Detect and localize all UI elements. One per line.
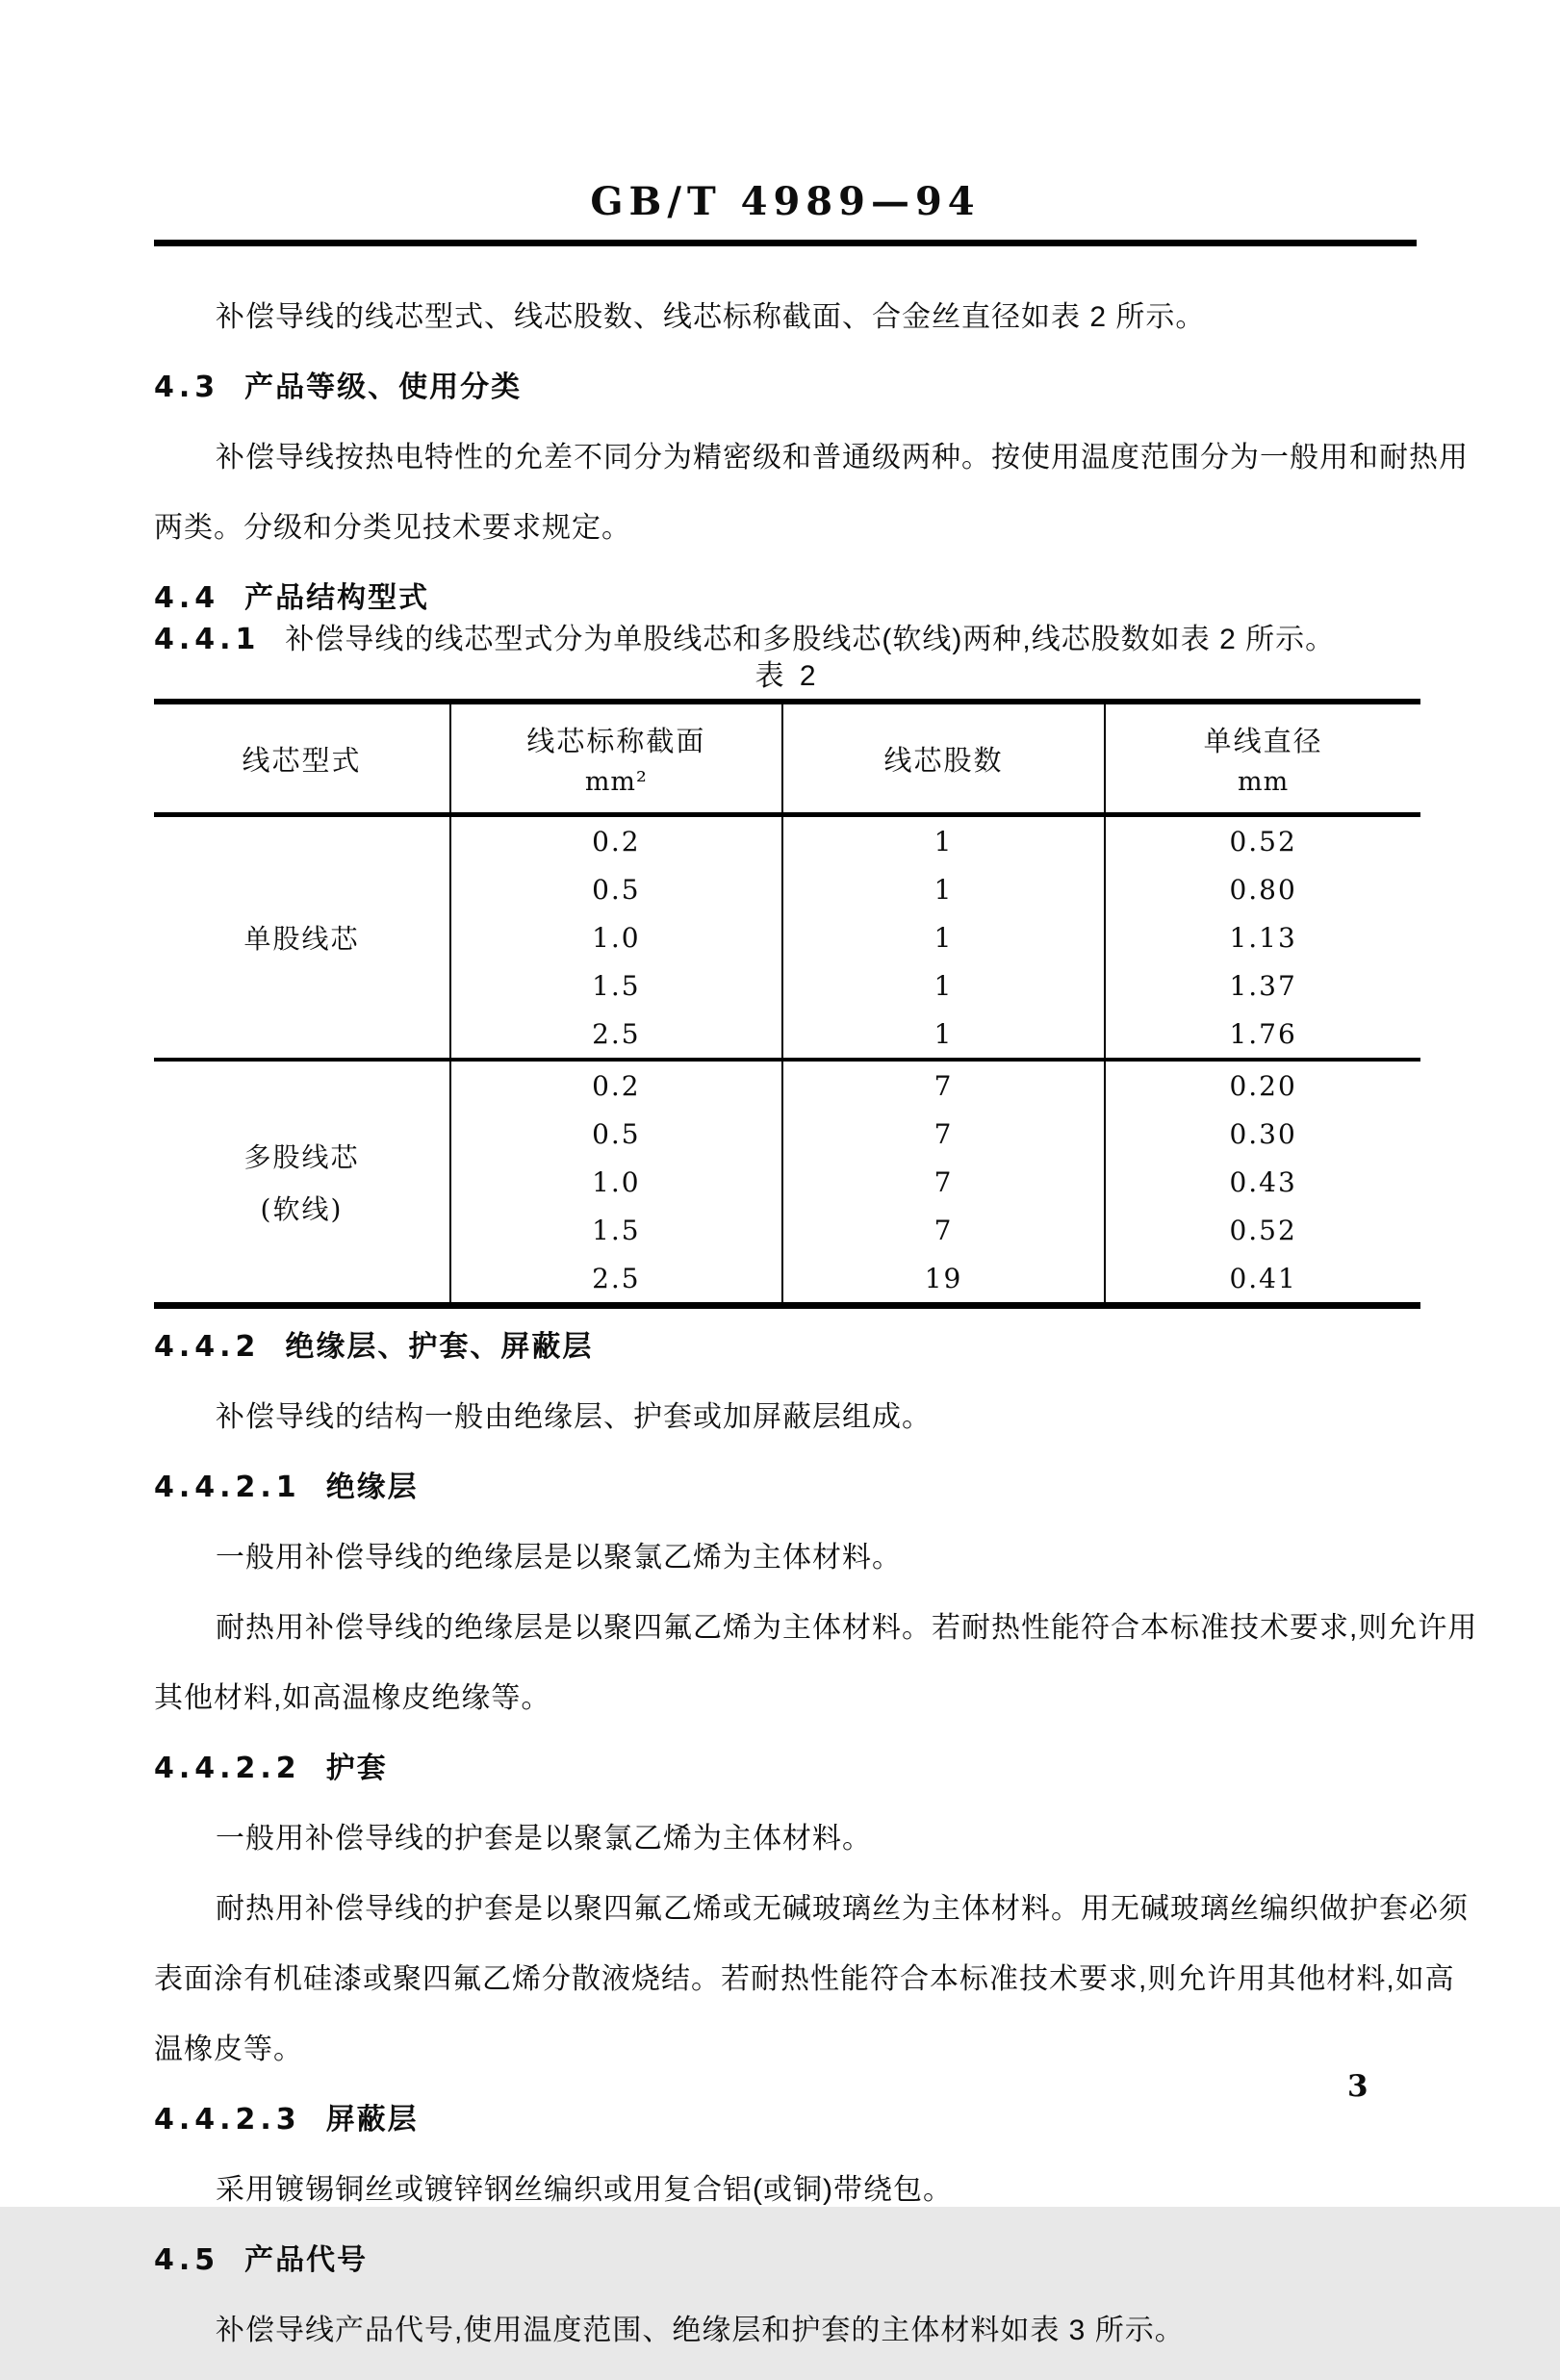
- section-4-4-2-heading: [154, 1326, 1420, 1368]
- section-number: 4.3: [154, 371, 220, 404]
- paragraph-4-4-2-3: 采用镀锡铜丝或镀锌钢丝编织或用复合铝(或铜)带绕包。: [216, 2174, 953, 2206]
- section-number: 4.4: [154, 581, 220, 615]
- cell-diameter: 0.52: [1105, 1206, 1420, 1254]
- section-number: 4.4.1: [154, 623, 261, 656]
- section-title: 产品代号: [244, 2244, 369, 2276]
- cell-section: 0.5: [450, 1110, 782, 1158]
- group-label-line2: (软线): [260, 1193, 344, 1225]
- cell-strands: 1: [782, 865, 1106, 913]
- section-4-4-2-1-heading: [154, 1467, 1420, 1508]
- doc-number: GB/T 4989—94: [590, 179, 981, 224]
- cell-diameter: 0.43: [1105, 1158, 1420, 1206]
- cell-diameter: 0.41: [1105, 1254, 1420, 1306]
- group-label: 单股线芯: [243, 923, 360, 955]
- cell-strands: 1: [782, 961, 1106, 1010]
- section-title: 产品结构型式: [244, 582, 430, 614]
- section-title: 产品等级、使用分类: [244, 371, 523, 403]
- cell-diameter: 0.20: [1105, 1060, 1420, 1110]
- section-4-4-2-2-heading: [154, 1748, 1420, 1789]
- table2-group-multi-core: [154, 1060, 1420, 1306]
- cell-section: 0.2: [450, 1060, 782, 1110]
- cell-strands: 19: [782, 1254, 1106, 1306]
- section-title: 屏蔽层: [325, 2104, 419, 2136]
- header-rule: [154, 240, 1417, 246]
- section-4-4-1-heading: [154, 619, 1420, 660]
- table-row: [154, 815, 1420, 866]
- col-title: 单线直径: [1203, 727, 1323, 757]
- section-4-3-heading: [154, 367, 1420, 408]
- cell-diameter: 0.52: [1105, 815, 1420, 866]
- table2-group-single-core: [154, 815, 1420, 1061]
- paragraph-4-3-line2: 两类。分级和分类见技术要求规定。: [154, 512, 631, 544]
- cell-diameter: 1.76: [1105, 1010, 1420, 1060]
- cell-strands: 1: [782, 913, 1106, 961]
- cell-diameter: 0.30: [1105, 1110, 1420, 1158]
- col-header-nominal-section: [450, 702, 782, 815]
- paragraph-4-4-2-1-line1: 一般用补偿导线的绝缘层是以聚氯乙烯为主体材料。: [216, 1542, 902, 1574]
- paragraph-4-4-2-2-line2: 耐热用补偿导线的护套是以聚四氟乙烯或无碱玻璃丝为主体材料。用无碱玻璃丝编织做护套必须: [216, 1893, 1469, 1925]
- cell-section: 1.5: [450, 1206, 782, 1254]
- section-title: 绝缘层: [325, 1472, 419, 1503]
- cell-diameter: 1.37: [1105, 961, 1420, 1010]
- group-label-line1: 多股线芯: [243, 1141, 360, 1173]
- col-title: 线芯股数: [883, 745, 1004, 777]
- section-4-4-heading: [154, 577, 1420, 619]
- section-title: 护套: [325, 1753, 388, 1784]
- cell-section: 1.0: [450, 913, 782, 961]
- paragraph-4-4-2-2-line1: 一般用补偿导线的护套是以聚氯乙烯为主体材料。: [216, 1823, 872, 1855]
- section-text: 补偿导线的线芯型式分为单股线芯和多股线芯(软线)两种,线芯股数如表 2 所示。: [285, 624, 1336, 655]
- paragraph-4-4-2: 补偿导线的结构一般由绝缘层、护套或加屏蔽层组成。: [216, 1401, 932, 1433]
- col-header-strand-count: [782, 702, 1106, 815]
- section-4-5-heading: [154, 2239, 1420, 2281]
- group-label: [154, 1060, 450, 1306]
- table2-header: [154, 702, 1420, 815]
- paragraph-4-3-line1: 补偿导线按热电特性的允差不同分为精密级和普通级两种。按使用温度范围分为一般用和耐热用: [216, 442, 1469, 473]
- cell-section: 0.5: [450, 865, 782, 913]
- col-header-core-type: [154, 702, 450, 815]
- section-number: 4.4.2: [154, 1330, 261, 1364]
- table2-caption: 表 2: [754, 660, 820, 692]
- cell-strands: 1: [782, 815, 1106, 866]
- cell-strands: 7: [782, 1158, 1106, 1206]
- cell-strands: 1: [782, 1010, 1106, 1060]
- cell-section: 2.5: [450, 1010, 782, 1060]
- section-number: 4.5: [154, 2243, 220, 2277]
- cell-diameter: 1.13: [1105, 913, 1420, 961]
- col-unit: mm²: [584, 767, 648, 797]
- paragraph-4-4-2-2-line4: 温橡皮等。: [154, 2034, 303, 2065]
- col-unit: mm: [1238, 767, 1290, 797]
- col-header-wire-diameter: [1105, 702, 1420, 815]
- section-number: 4.4.2.1: [154, 1471, 301, 1504]
- page-number: 3: [1347, 2069, 1368, 2104]
- section-number: 4.4.2.3: [154, 2103, 301, 2137]
- cell-section: 2.5: [450, 1254, 782, 1306]
- cell-section: 0.2: [450, 815, 782, 866]
- paragraph-4-4-2-1-line2: 耐热用补偿导线的绝缘层是以聚四氟乙烯为主体材料。若耐热性能符合本标准技术要求,则允许用: [216, 1612, 1478, 1644]
- paragraph-4-4-2-1-line3: 其他材料,如高温橡皮绝缘等。: [154, 1682, 551, 1714]
- cell-diameter: 0.80: [1105, 865, 1420, 913]
- table-row: [154, 1060, 1420, 1110]
- document-body: [154, 260, 1478, 2380]
- section-title: 绝缘层、护套、屏蔽层: [285, 1331, 594, 1363]
- col-title: 线芯标称截面: [526, 727, 706, 757]
- col-title: 线芯型式: [242, 745, 362, 777]
- table2: [154, 699, 1420, 1309]
- cell-strands: 7: [782, 1060, 1106, 1110]
- paragraph-4-5: 补偿导线产品代号,使用温度范围、绝缘层和护套的主体材料如表 3 所示。: [216, 2315, 1185, 2346]
- paragraph-4-4-2-2-line3: 表面涂有机硅漆或聚四氟乙烯分散液烧结。若耐热性能符合本标准技术要求,则允许用其他材料,如高: [154, 1963, 1455, 1995]
- section-4-4-2-3-heading: [154, 2099, 1420, 2140]
- section-number: 4.4.2.2: [154, 1752, 301, 1785]
- paragraph-intro: 补偿导线的线芯型式、线芯股数、线芯标称截面、合金丝直径如表 2 所示。: [216, 301, 1206, 333]
- cell-section: 1.5: [450, 961, 782, 1010]
- cell-strands: 7: [782, 1110, 1106, 1158]
- cell-strands: 7: [782, 1206, 1106, 1254]
- cell-section: 1.0: [450, 1158, 782, 1206]
